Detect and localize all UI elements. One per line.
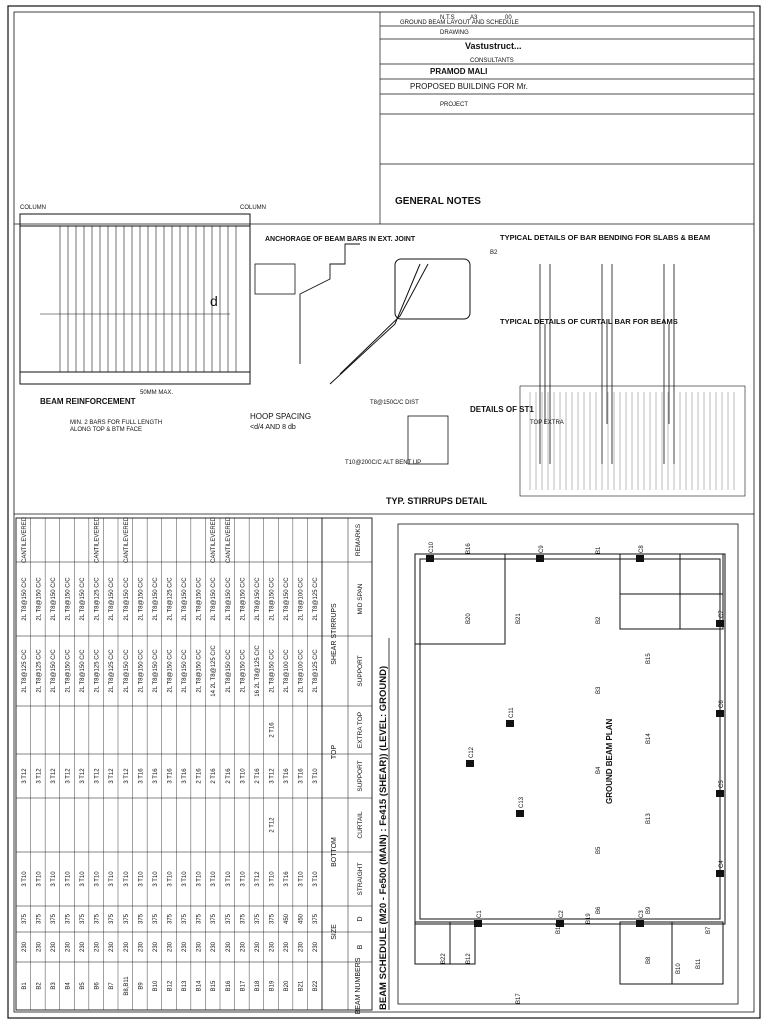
cell-sup: 2L T8@150 C/C <box>225 649 232 693</box>
header-beam-numbers: BEAM NUMBERS <box>355 957 362 1015</box>
cell-mid: 2L T8@125 C/C <box>94 577 101 621</box>
anchorage-title: ANCHORAGE OF BEAM BARS IN EXT. JOINT <box>265 236 416 243</box>
table-row <box>22 516 28 989</box>
plan-beam-label: B15 <box>646 653 652 664</box>
plan-beam-label: B8 <box>646 956 652 964</box>
cell-mid: 2L T8@125 C/C <box>313 577 320 621</box>
cell-support: 3 T16 <box>298 768 305 784</box>
table-row <box>240 577 246 992</box>
cell-mid: 2L T8@150 C/C <box>65 577 72 621</box>
cell-mid: 2L T8@125 C/C <box>167 577 174 621</box>
cell-straight: 3 T10 <box>240 871 247 887</box>
table-row <box>66 577 72 990</box>
cell-d: 375 <box>138 913 145 925</box>
curtail-title: TYPICAL DETAILS OF CURTAIL BAR FOR BEAMS <box>500 317 678 326</box>
sheet-value: A3 <box>470 15 478 21</box>
cell-straight: 3 T10 <box>65 871 72 887</box>
cell-sup: 2L T8@150 C/C <box>269 649 276 693</box>
header-shear: SHEAR STIRRUPS <box>331 603 338 665</box>
top-extra-label: TOP EXTRA <box>530 420 564 426</box>
column-mark <box>636 920 644 927</box>
cell-d: 375 <box>211 913 218 925</box>
cell-b: 230 <box>123 941 130 953</box>
column-mark <box>474 920 482 927</box>
cell-b: 230 <box>167 941 174 953</box>
column-label-left: COLUMN <box>240 205 267 211</box>
cell-sup: 2L T8@125 C/C <box>36 649 43 693</box>
table-row <box>299 577 305 992</box>
cell-sup: 2L T8@125 C/C <box>109 649 116 693</box>
cell-support: 3 T12 <box>80 768 87 784</box>
cell-b: 230 <box>225 941 232 953</box>
cell-straight: 3 T10 <box>269 871 276 887</box>
column-mark <box>716 710 724 717</box>
cell-mid: 2L T8@150 C/C <box>123 577 130 621</box>
cell-sup: 2L T8@150 C/C <box>167 649 174 693</box>
cell-d: 375 <box>167 913 174 925</box>
hoop-spacing-label: HOOP SPACING <box>250 412 312 421</box>
cell-remarks: CANTILEVERED <box>225 516 232 564</box>
cell-sup: 2L T8@100 C/C <box>298 649 305 693</box>
plan-beam-label: B14 <box>646 733 652 744</box>
cell-support: 2 T16 <box>211 768 218 784</box>
cell-support: 3 T12 <box>65 768 72 784</box>
cell-beam: B15 <box>211 980 218 992</box>
plan-labels <box>429 541 725 1004</box>
plan-beam-label: B13 <box>646 813 652 824</box>
cell-support: 2 T16 <box>196 768 203 784</box>
cell-d: 375 <box>182 913 189 925</box>
cell-b: 230 <box>21 941 28 953</box>
cell-d: 375 <box>152 913 159 925</box>
cell-straight: 3 T10 <box>21 871 28 887</box>
plan-beam-label: B9 <box>646 906 652 914</box>
plan-beam-label: B4 <box>596 766 602 774</box>
cell-d: 375 <box>123 913 130 925</box>
notes-block <box>520 386 745 496</box>
cell-support: 3 T12 <box>94 768 101 784</box>
cell-sup: 2L T8@150 C/C <box>138 649 145 693</box>
cell-beam: B21 <box>298 980 305 992</box>
column-mark <box>536 555 544 562</box>
header-support: SUPPORT <box>357 760 364 792</box>
column-label-right: COLUMN <box>20 205 47 211</box>
table-row <box>95 516 101 989</box>
plan-column-label: C3 <box>639 910 645 918</box>
plan-area <box>18 250 318 622</box>
schedule-rows <box>22 516 319 995</box>
rev-value: 00 <box>505 15 512 21</box>
cell-b: 230 <box>313 941 320 953</box>
cell-support: 3 T16 <box>167 768 174 784</box>
cell-sup: 16 2L T8@125 C/C <box>254 645 261 697</box>
table-row <box>153 577 159 992</box>
stirrup-detail <box>300 244 534 506</box>
cell-support: 3 T16 <box>152 768 159 784</box>
cell-mid: 2L T8@150 C/C <box>196 577 203 621</box>
header-extra-top: EXTRA TOP <box>357 711 364 749</box>
cell-d: 375 <box>36 913 43 925</box>
plan-column-label: C4 <box>719 860 725 868</box>
plan-column-label: C5 <box>719 780 725 788</box>
depth-label: d <box>210 293 218 309</box>
cell-mid: 2L T8@150 C/C <box>240 577 247 621</box>
cell-sup: 2L T8@125 C/C <box>94 649 101 693</box>
cell-beam: B6 <box>94 982 101 990</box>
cell-support: 3 T12 <box>269 768 276 784</box>
table-row <box>80 577 86 990</box>
cell-straight: 3 T10 <box>167 871 174 887</box>
cell-b: 230 <box>211 941 218 953</box>
table-row <box>124 516 130 995</box>
cell-beam: B18 <box>254 980 261 992</box>
cell-b: 230 <box>65 941 72 953</box>
cell-d: 375 <box>196 913 203 925</box>
dist-bar-label: T10@200C/C ALT BENT UP <box>345 460 422 466</box>
min-bars-label-2: ALONG TOP & BTM FACE <box>70 427 143 433</box>
cell-support: 3 T16 <box>284 768 291 784</box>
cell-straight: 3 T10 <box>196 871 203 887</box>
header-straight: STRAIGHT <box>357 862 364 896</box>
cell-straight: 3 T10 <box>50 871 57 887</box>
min-bars-label: MIN. 2 BARS FOR FULL LENGTH <box>70 420 163 426</box>
header-top: TOP <box>331 744 338 760</box>
header-d: D <box>357 916 364 922</box>
cell-beam: B12 <box>167 980 174 992</box>
cell-support: 3 T10 <box>240 768 247 784</box>
cell-mid: 2L T8@150 C/C <box>254 577 261 621</box>
cell-mid: 2L T8@100 C/C <box>298 577 305 621</box>
plan-beam-label: B6 <box>596 906 602 914</box>
cell-sup: 2L T8@125 C/C <box>313 649 320 693</box>
cell-straight: 3 T10 <box>94 871 101 887</box>
beam-reinforcement-title: BEAM REINFORCEMENT <box>40 397 136 406</box>
bending-title: TYPICAL DETAILS OF BAR BENDING FOR SLABS & BEAM <box>500 233 711 242</box>
header-size: SIZE <box>331 924 338 940</box>
plan-column-label: C12 <box>469 746 475 758</box>
header-mid-span: MID SPAN <box>357 583 364 615</box>
cell-remarks: CANTILEVERED <box>21 516 28 564</box>
cell-sup: 2L T8@100 C/C <box>284 649 291 693</box>
schedule-header <box>331 523 364 1014</box>
cell-beam: B16 <box>225 980 232 992</box>
cell-support: 3 T16 <box>182 768 189 784</box>
cell-straight: 3 T10 <box>211 871 218 887</box>
main-bar-label: T8@150C/C DIST <box>370 400 419 406</box>
cell-b: 230 <box>284 941 291 953</box>
cell-mid: 2L T8@150 C/C <box>211 577 218 621</box>
plan-beam-label: B10 <box>676 963 682 974</box>
plan-beam-label: B12 <box>466 953 472 964</box>
column-mark <box>506 720 514 727</box>
plan-column-label: C6 <box>719 700 725 708</box>
cell-beam: B8,B11 <box>123 976 130 996</box>
cell-b: 230 <box>80 941 87 953</box>
cell-straight: 3 T10 <box>80 871 87 887</box>
plan-beam-label: B17 <box>516 993 522 1004</box>
cell-straight: 3 T10 <box>152 871 159 887</box>
plan-column-label: C13 <box>519 796 525 808</box>
cell-d: 375 <box>94 913 101 925</box>
cell-remarks: CANTILEVERED <box>94 516 101 564</box>
plan-column-label: C2 <box>559 910 565 918</box>
plan-beam-label: B5 <box>596 846 602 854</box>
cell-b: 230 <box>240 941 247 953</box>
cell-sup: 2L T8@150 C/C <box>152 649 159 693</box>
plan-beam-label: B7 <box>706 926 712 934</box>
cell-beam: B22 <box>313 980 320 992</box>
cell-sup: 2L T8@125 C/C <box>21 649 28 693</box>
plan-beam-label: B3 <box>596 686 602 694</box>
cell-b: 230 <box>254 941 261 953</box>
column-mark <box>716 790 724 797</box>
cell-mid: 2L T8@150 C/C <box>182 577 189 621</box>
plan-column-label: C7 <box>719 610 725 618</box>
curtail-bending-detail <box>500 233 710 464</box>
column-mark <box>426 555 434 562</box>
plan-column-label: C10 <box>429 541 435 553</box>
cell-straight: 3 T10 <box>313 871 320 887</box>
cell-support: 2 T16 <box>225 768 232 784</box>
header-remarks: REMARKS <box>355 523 362 557</box>
cell-d: 375 <box>21 913 28 925</box>
column-mark <box>716 620 724 627</box>
cell-b: 230 <box>152 941 159 953</box>
plan-beam-label: B11 <box>696 958 702 969</box>
cell-straight: 3 T16 <box>284 871 291 887</box>
cell-sup: 2L T8@150 C/C <box>240 649 247 693</box>
plan-column-label: C8 <box>639 545 645 553</box>
cell-beam: B17 <box>240 980 247 992</box>
scale-value: N.T.S <box>440 15 455 21</box>
cell-beam: B1 <box>21 982 28 990</box>
table-row <box>51 577 57 990</box>
cell-b: 230 <box>109 941 116 953</box>
plan-column-label: C9 <box>539 545 545 553</box>
cell-mid: 2L T8@150 C/C <box>109 577 116 621</box>
owner-name: PRAMOD MALI <box>430 67 488 76</box>
cell-remarks: CANTILEVERED <box>123 516 130 564</box>
beam-schedule <box>16 516 389 1014</box>
cell-straight: 3 T10 <box>138 871 145 887</box>
cell-sup: 2L T8@150 C/C <box>182 649 189 693</box>
column-mark <box>516 810 524 817</box>
cell-beam: B19 <box>269 980 276 992</box>
cell-beam: B20 <box>284 980 291 992</box>
drawing-title: GROUND BEAM LAYOUT AND SCHEDULE <box>400 20 519 26</box>
schedule-title: BEAM SCHEDULE (M20 - Fe500 (MAIN) : Fe415 (SHEAR)) (LEVEL: GROUND) <box>378 665 389 1010</box>
plan-beam-label: B19 <box>586 913 592 924</box>
cell-straight: 3 T12 <box>254 871 261 887</box>
cell-d: 375 <box>240 913 247 925</box>
cell-d: 375 <box>225 913 232 925</box>
cell-straight: 3 T10 <box>182 871 189 887</box>
cell-beam: B14 <box>196 980 203 992</box>
plan-beam-lines <box>398 524 738 1004</box>
cell-mid: 2L T8@150 C/C <box>269 577 276 621</box>
cell-d: 450 <box>284 913 291 925</box>
cell-b: 230 <box>298 941 305 953</box>
cell-sup: 2L T8@150 C/C <box>80 649 87 693</box>
typical-details <box>20 205 745 506</box>
cell-d: 375 <box>313 913 320 925</box>
header-bottom: BOTTOM <box>331 837 338 867</box>
table-row <box>313 577 319 992</box>
cell-support: 2 T16 <box>254 768 261 784</box>
cell-support: 3 T10 <box>313 768 320 784</box>
table-row <box>168 577 174 992</box>
cell-straight: 3 T10 <box>109 871 116 887</box>
plan-beam-label: B1 <box>596 546 602 554</box>
cell-straight: 3 T10 <box>298 871 305 887</box>
cell-mid: 2L T8@150 C/C <box>225 577 232 621</box>
cell-d: 375 <box>50 913 57 925</box>
header-b: B <box>357 944 364 950</box>
cell-b: 230 <box>94 941 101 953</box>
consultant-name: Vastustruct... <box>465 41 522 51</box>
column-mark <box>716 870 724 877</box>
cell-beam: B3 <box>50 982 57 990</box>
cell-d: 375 <box>254 913 261 925</box>
cell-remarks: CANTILEVERED <box>211 516 218 564</box>
table-row <box>182 577 188 992</box>
general-notes-title: GENERAL NOTES <box>395 196 481 207</box>
cell-straight: 3 T10 <box>123 871 130 887</box>
cell-support: 3 T12 <box>21 768 28 784</box>
project-name: PROPOSED BUILDING FOR Mr. <box>410 82 528 91</box>
cell-beam: B5 <box>80 982 87 990</box>
plan-beam-label: B18 <box>556 923 562 934</box>
column-mark <box>466 760 474 767</box>
cell-support: 3 T12 <box>109 768 116 784</box>
table-row <box>255 577 261 992</box>
cell-b: 230 <box>269 941 276 953</box>
cell-extra: 2 T16 <box>269 722 276 738</box>
cell-beam: B4 <box>65 982 72 990</box>
plan-beam-label: B21 <box>516 613 522 624</box>
cell-b: 230 <box>36 941 43 953</box>
cell-mid: 2L T8@150 C/C <box>80 577 87 621</box>
cell-sup: 14 2L T8@125 C/C <box>211 645 218 697</box>
cell-mid: 2L T8@150 C/C <box>284 577 291 621</box>
plan-column-label: C1 <box>477 910 483 918</box>
plan-title: GROUND BEAM PLAN <box>605 718 614 804</box>
cell-mid: 2L T8@150 C/C <box>36 577 43 621</box>
cell-support: 3 T12 <box>36 768 43 784</box>
plan-beam-label: B16 <box>466 543 472 554</box>
cell-mid: 2L T8@150 C/C <box>152 577 159 621</box>
cell-b: 230 <box>50 941 57 953</box>
header-shear-support: SUPPORT <box>357 655 364 687</box>
plan-column-label: C11 <box>509 707 515 718</box>
cell-mid: 2L T8@150 C/C <box>50 577 57 621</box>
cell-b: 230 <box>196 941 203 953</box>
drawing-label: DRAWING <box>440 30 469 36</box>
cell-support: 3 T12 <box>123 768 130 784</box>
cell-beam: B7 <box>109 982 116 990</box>
cell-beam: B10 <box>152 980 159 992</box>
cell-d: 450 <box>298 913 305 925</box>
cell-straight: 3 T10 <box>225 871 232 887</box>
typ-stirrups-title: TYP. STIRRUPS DETAIL <box>386 496 488 506</box>
table-row <box>197 577 203 992</box>
plan-beam-label: B20 <box>466 613 472 624</box>
cell-straight: 3 T10 <box>36 871 43 887</box>
cell-beam: B13 <box>182 980 189 992</box>
details-st1-title: DETAILS OF ST1 <box>470 405 534 414</box>
table-row <box>138 577 144 990</box>
cell-b: 230 <box>182 941 189 953</box>
cell-b: 230 <box>138 941 145 953</box>
cell-d: 375 <box>65 913 72 925</box>
plan-beam-label: B2 <box>596 616 602 624</box>
cell-mid: 2L T8@150 C/C <box>21 577 28 621</box>
cell-d: 375 <box>80 913 87 925</box>
max-50mm-label: 50MM MAX. <box>140 390 174 396</box>
header-curtail: CURTAIL <box>357 811 364 839</box>
cell-sup: 2L T8@150 C/C <box>50 649 57 693</box>
table-row <box>270 577 276 992</box>
table-row <box>284 577 290 992</box>
plan-beam-label: B22 <box>441 953 447 964</box>
cell-sup: 2L T8@150 C/C <box>65 649 72 693</box>
project-label: PROJECT <box>440 102 469 108</box>
cell-support: 3 T12 <box>50 768 57 784</box>
cell-curtail: 2 T12 <box>269 817 276 833</box>
cell-beam: B9 <box>138 982 145 990</box>
column-mark <box>636 555 644 562</box>
cell-d: 375 <box>109 913 116 925</box>
cell-sup: 2L T8@150 C/C <box>196 649 203 693</box>
hoop-spacing-rule: <d/4 AND 8 db <box>250 424 296 431</box>
cell-mid: 2L T8@150 C/C <box>138 577 145 621</box>
b2-label: B2 <box>490 250 498 256</box>
table-row <box>36 577 42 990</box>
consultants-label: CONSULTANTS <box>470 58 514 64</box>
cell-support: 3 T16 <box>138 768 145 784</box>
cell-sup: 2L T8@150 C/C <box>123 649 130 693</box>
cell-beam: B2 <box>36 982 43 990</box>
cell-d: 375 <box>269 913 276 925</box>
table-row <box>109 577 115 990</box>
